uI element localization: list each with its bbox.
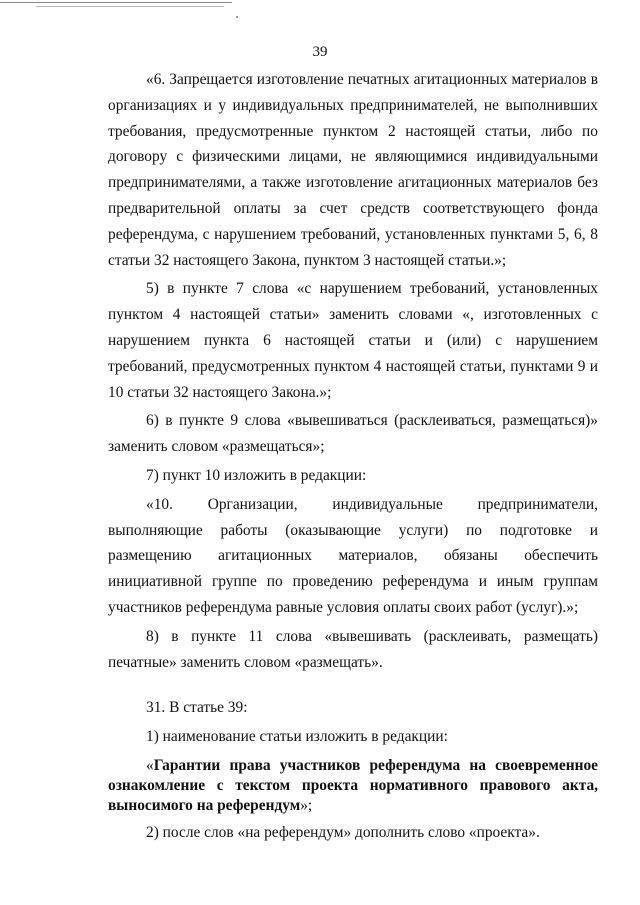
scan-artifact-line: [36, 6, 224, 7]
paragraph-item-6: «6. Запрещается изготовление печатных агитационных материалов в организациях и у индивидуальных предпринимателей, не выполнивших требования, предусмотренные пунктом 2 настоящей статьи, либо по договору с физическими лицами, не являющимися индивидуальными предпринимателями, а также изготовление агитационных материалов без предварительной оплаты за счет средств соответствующего фонда референдума, с нарушением требований, установленных пунктами 5, 6, 8 статьи 32 настоящего Закона, пунктом 3 настоящей статьи.»;: [108, 71, 598, 269]
paragraph-subitem-5: 5) в пункте 7 слова «с нарушением требований, установленных пунктом 4 настоящей статьи» заменить словами «, изготовленных с нарушением пункта 6 настоящей статьи и (или) с нарушением требований, предусмотренных пунктом 4 настоящей статьи, пунктами 9 и 10 статьи 32 настоящего Закона.»;: [108, 280, 598, 401]
paragraph-subitem-7: 7) пункт 10 изложить в редакции:: [146, 466, 367, 484]
paragraph-subitem-6: 6) в пункте 9 слова «вывешиваться (расклеиваться, размещаться)» заменить словом «размещаться»;: [108, 412, 598, 456]
paragraph-item-10: «10. Организации, индивидуальные предприниматели, выполняющие работы (оказывающие услуги) по подготовке и размещению агитационных материалов, обязаны обеспечить инициативной группе по проведению референдума и иным группам участников референдума равные условия оплаты своих работ (услуг).»;: [108, 495, 598, 616]
close-quote: »;: [300, 796, 313, 814]
paragraph-subitem-2: 2) после слов «на референдум» дополнить слово «проекта».: [146, 823, 540, 841]
paragraph-subitem-8: 8) в пункте 11 слова «вывешивать (расклеивать, размещать) печатные» заменить словом «размещать».: [108, 627, 598, 671]
section-heading-31: 31. В статье 39:: [146, 699, 248, 717]
scan-artifact-dot: [236, 16, 238, 18]
document-body: [108, 67, 598, 846]
article-title-paragraph: [108, 756, 598, 816]
open-quote: «: [146, 756, 154, 774]
paragraph-subitem-1: 1) наименование статьи изложить в редакции:: [146, 728, 448, 746]
page-number: 39: [312, 44, 328, 60]
scan-artifact-line: [0, 2, 232, 3]
article-title-bold: Гарантии права участников референдума на своевременное ознакомление с текстом проекта нормативного правового акта, выносимого на референдум: [108, 756, 598, 814]
